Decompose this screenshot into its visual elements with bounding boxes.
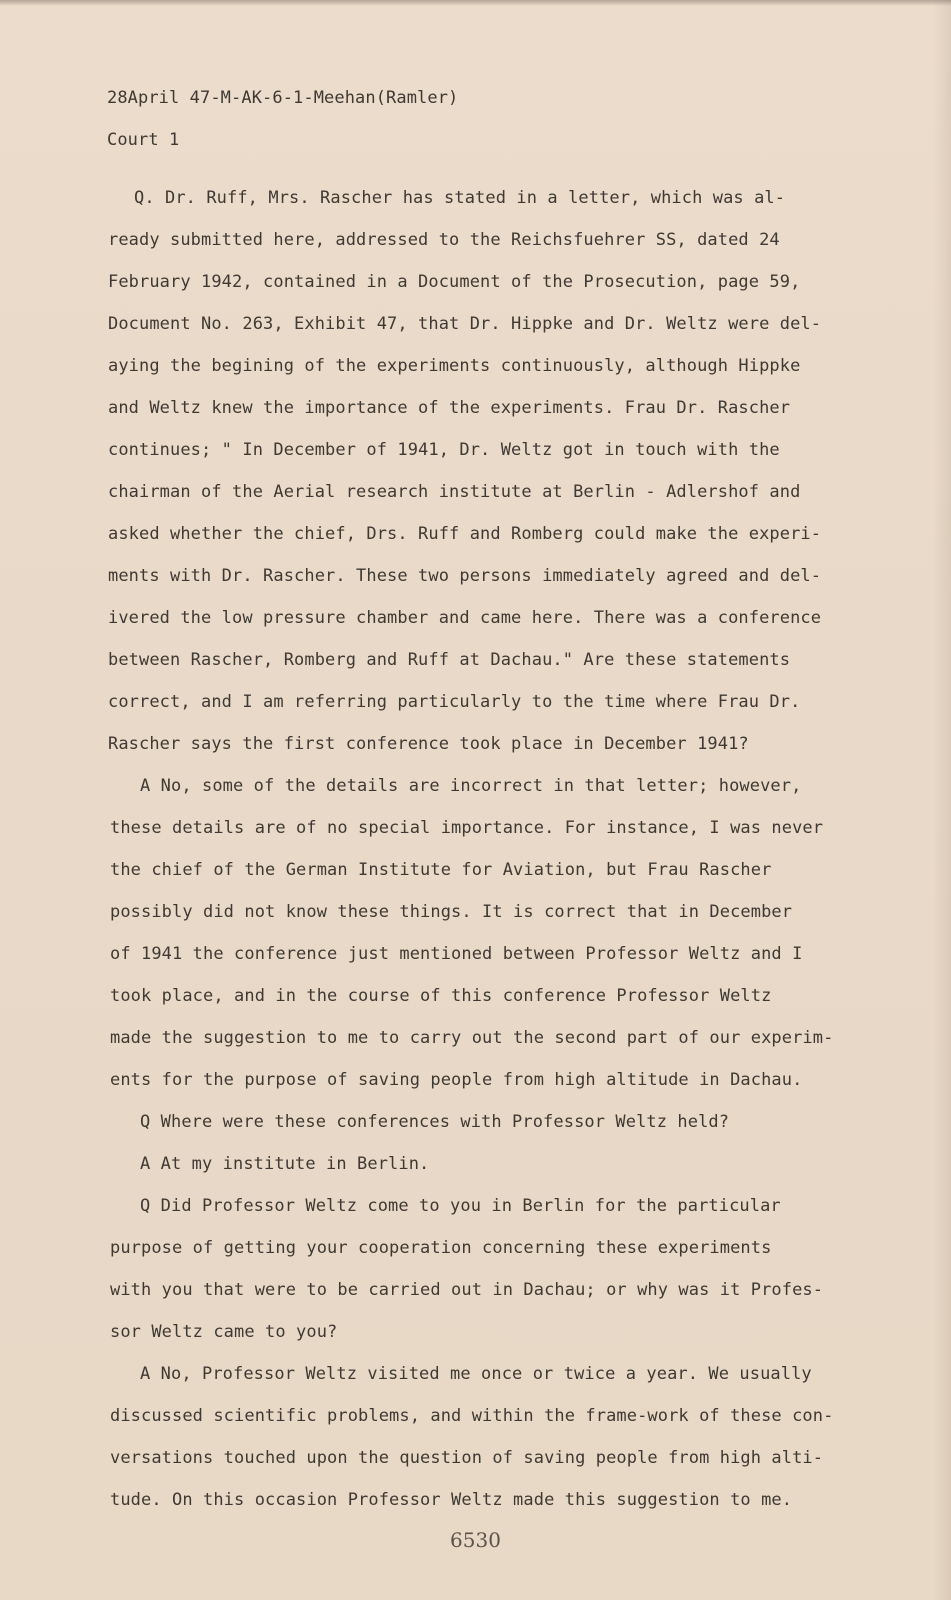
body-line: chairman of the Aerial research institute at Berlin - Adlershof and <box>108 482 801 502</box>
body-line: the chief of the German Institute for Aviation, but Frau Rascher <box>110 860 772 880</box>
body-line: and Weltz knew the importance of the experiments. Frau Dr. Rascher <box>108 398 791 418</box>
body-line: Q Where were these conferences with Professor Weltz held? <box>140 1112 730 1132</box>
body-line: asked whether the chief, Drs. Ruff and Romberg could make the experi- <box>108 524 822 544</box>
body-line: Q. Dr. Ruff, Mrs. Rascher has stated in a letter, which was al- <box>134 188 786 208</box>
body-line: Rascher says the first conference took place in December 1941? <box>108 734 749 754</box>
body-line: ivered the low pressure chamber and came here. There was a conference <box>108 608 822 628</box>
court-label: Court 1 <box>107 130 180 150</box>
body-line: continues; " In December of 1941, Dr. Weltz got in touch with the <box>108 440 780 460</box>
body-line: aying the begining of the experiments continuously, although Hippke <box>108 356 801 376</box>
body-line: took place, and in the course of this conference Professor Weltz <box>110 986 772 1006</box>
body-line: February 1942, contained in a Document of the Prosecution, page 59, <box>108 272 801 292</box>
body-line: these details are of no special importance. For instance, I was never <box>110 818 824 838</box>
page-right-edge <box>933 0 951 1600</box>
body-line: correct, and I am referring particularly to the time where Frau Dr. <box>108 692 801 712</box>
body-line: ments with Dr. Rascher. These two persons immediately agreed and del- <box>108 566 822 586</box>
body-line: purpose of getting your cooperation concerning these experiments <box>110 1238 772 1258</box>
body-line: discussed scientific problems, and within the frame-work of these con- <box>110 1406 834 1426</box>
body-line: possibly did not know these things. It is correct that in December <box>110 902 793 922</box>
body-line: versations touched upon the question of saving people from high alti- <box>110 1448 824 1468</box>
body-line: ready submitted here, addressed to the Reichsfuehrer SS, dated 24 <box>108 230 780 250</box>
body-line: between Rascher, Romberg and Ruff at Dachau." Are these statements <box>108 650 791 670</box>
body-line: tude. On this occasion Professor Weltz made this suggestion to me. <box>110 1490 793 1510</box>
body-line: Document No. 263, Exhibit 47, that Dr. Hippke and Dr. Weltz were del- <box>108 314 822 334</box>
body-line: of 1941 the conference just mentioned between Professor Weltz and I <box>110 944 803 964</box>
body-line: A At my institute in Berlin. <box>140 1154 430 1174</box>
body-line: ents for the purpose of saving people from high altitude in Dachau. <box>110 1070 803 1090</box>
body-line: made the suggestion to me to carry out the second part of our experim- <box>110 1028 834 1048</box>
page-number: 6530 <box>450 1528 501 1552</box>
body-line: A No, some of the details are incorrect in that letter; however, <box>140 776 802 796</box>
body-line: with you that were to be carried out in Dachau; or why was it Profes- <box>110 1280 824 1300</box>
page-top-edge <box>0 0 951 6</box>
document-reference: 28April 47-M-AK-6-1-Meehan(Ramler) <box>107 88 459 108</box>
body-line: A No, Professor Weltz visited me once or twice a year. We usually <box>140 1364 812 1384</box>
body-line: sor Weltz came to you? <box>110 1322 338 1342</box>
body-line: Q Did Professor Weltz come to you in Berlin for the particular <box>140 1196 781 1216</box>
